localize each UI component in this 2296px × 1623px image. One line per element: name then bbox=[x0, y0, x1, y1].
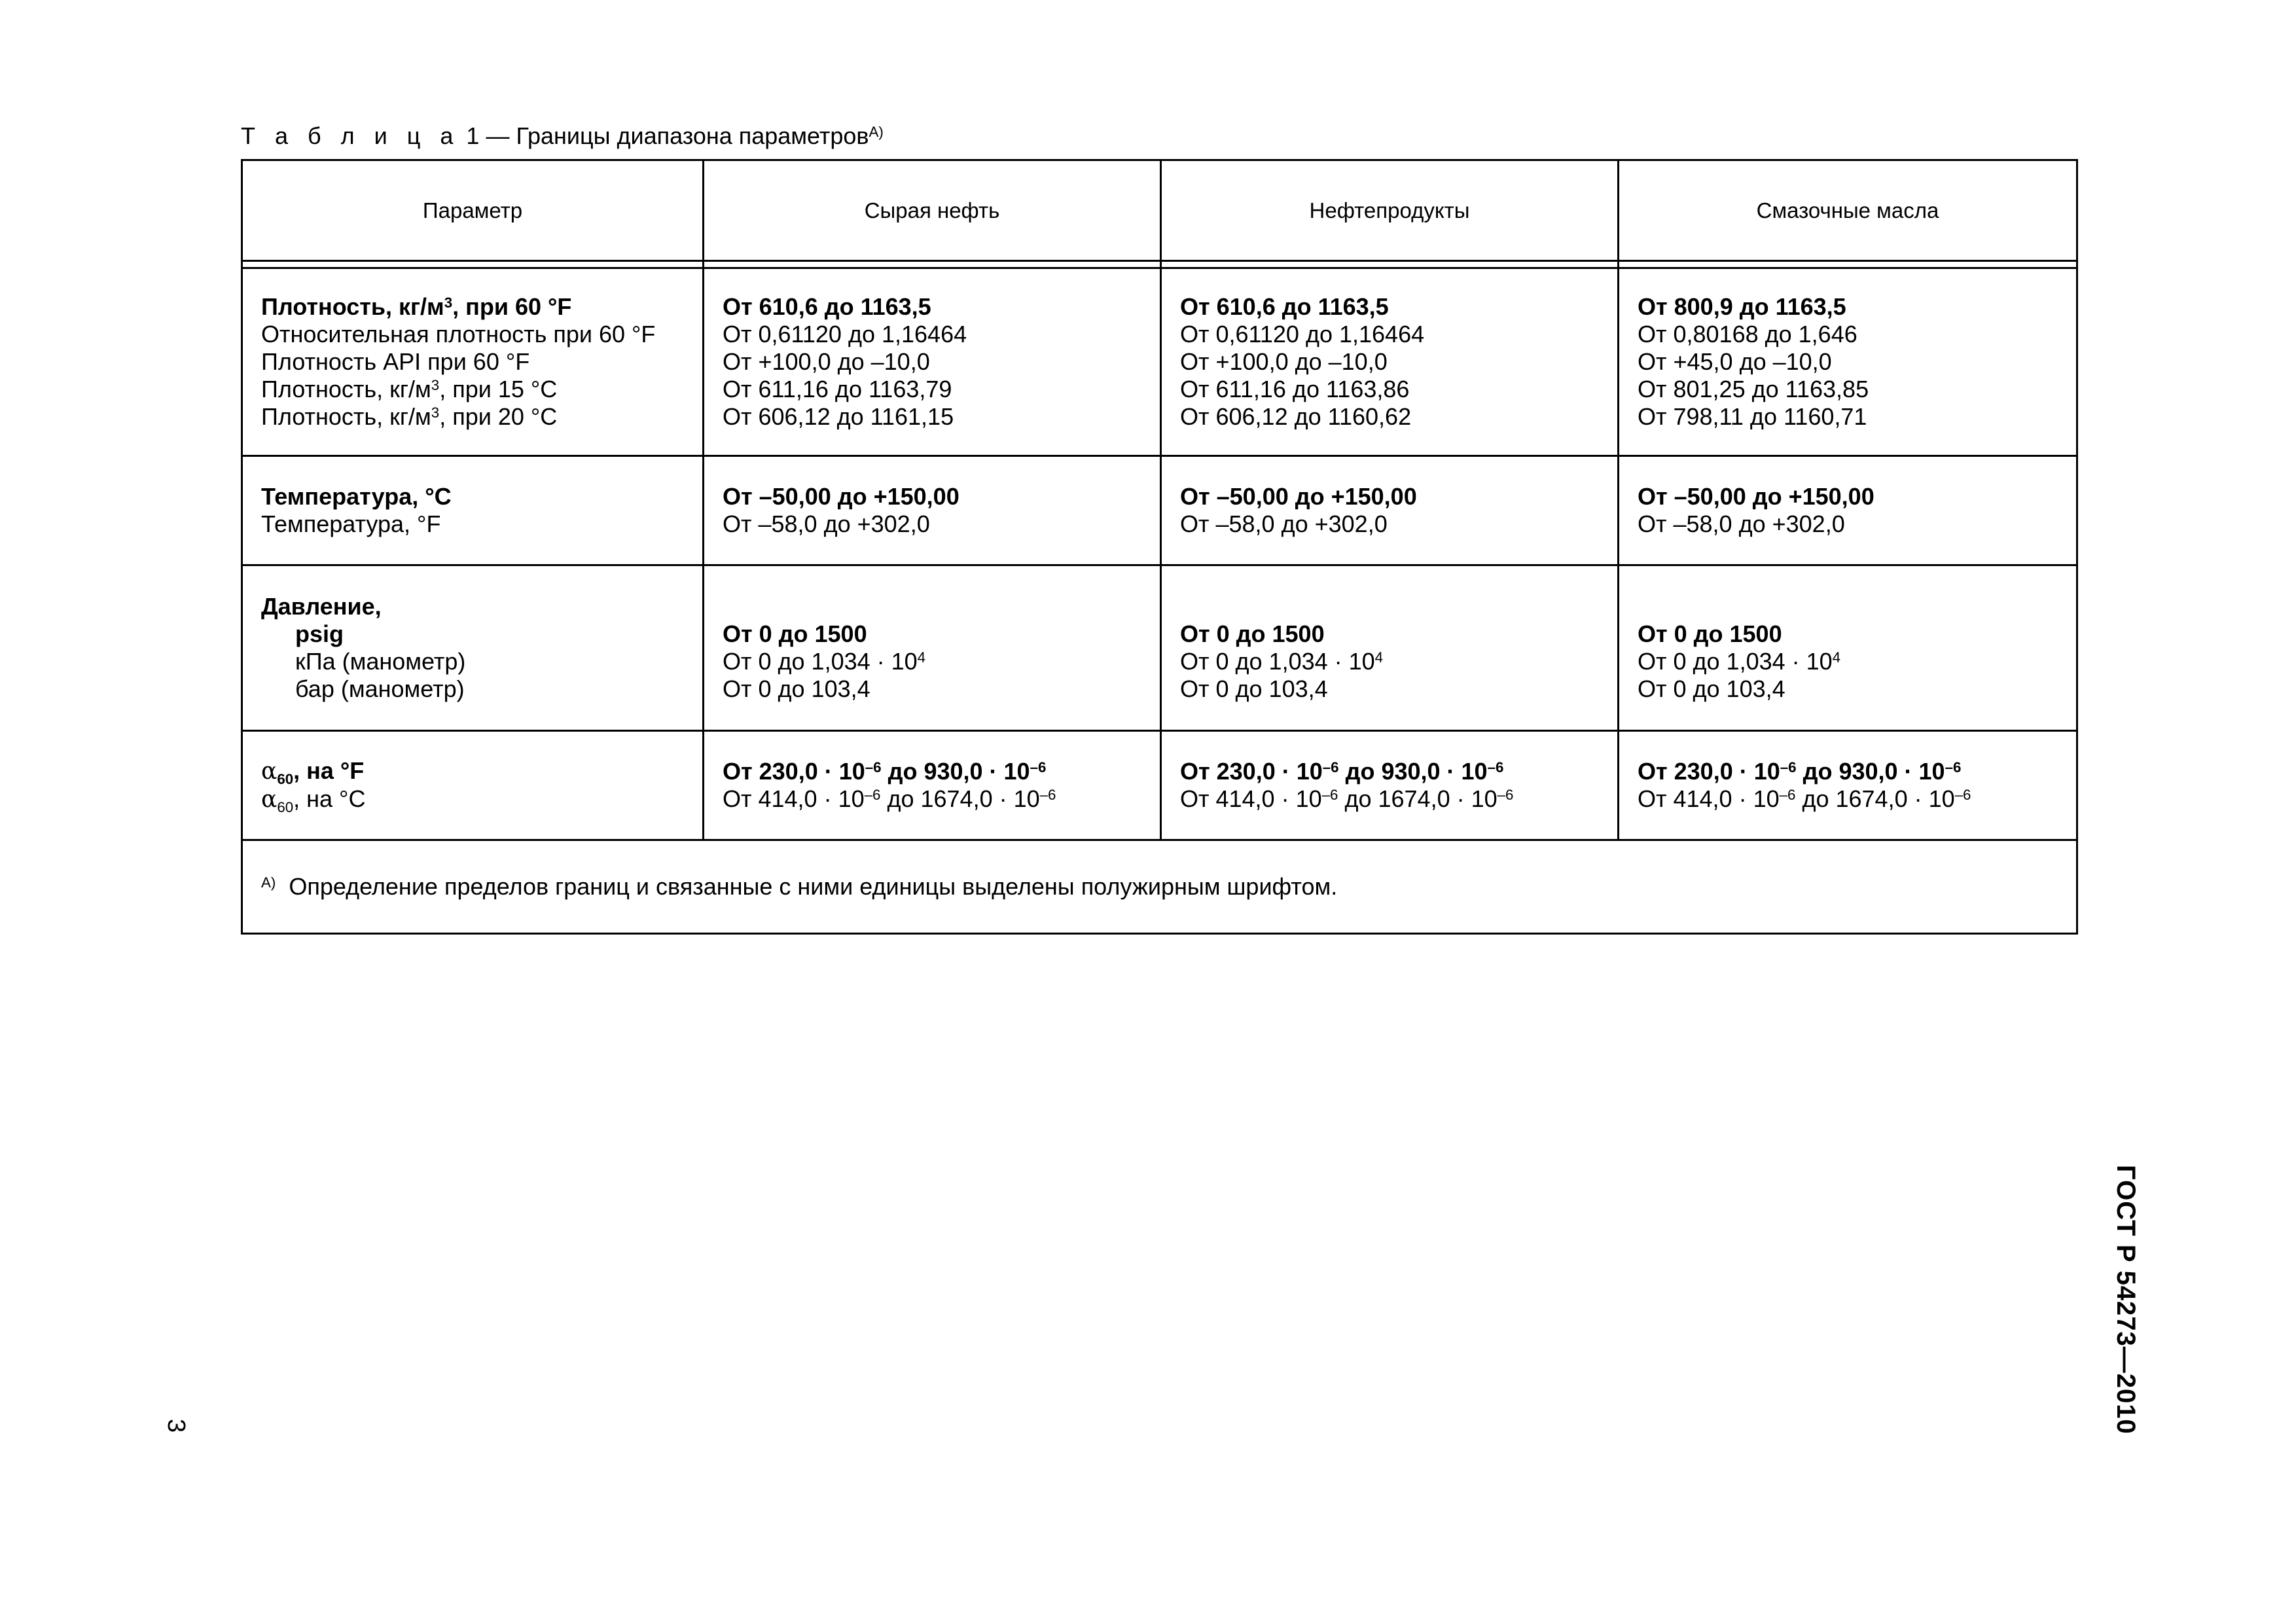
header-oil-products: Нефтепродукты bbox=[1161, 160, 1619, 261]
crude-cell-temperature: От –50,00 до +150,00 От –58,0 до +302,0 bbox=[704, 456, 1161, 565]
param-cell-density: Плотность, $кг/м^3$, при 60 °F Относительная плотность при 60 °F Плотность API при 60 °F Плотность, $кг/м^3$, при 15 °C Плотность, $кг/м^3$, при 20 °C bbox=[242, 268, 704, 456]
caption-footnote-mark: A) bbox=[869, 123, 884, 140]
lube-cell-alpha: От $230,0 \cdot 10^{-6}$ до $930,0 \cdot 10^{-6}$ От $414,0 \cdot 10^{-6}$ до $1674,0 \cdot 10^{-6}$ bbox=[1619, 731, 2077, 840]
table-caption bbox=[241, 122, 884, 151]
table-row-temperature bbox=[242, 456, 2077, 565]
param-cell-temperature: Температура, °C Температура, °F bbox=[242, 456, 704, 565]
table-row-pressure bbox=[242, 565, 2077, 731]
products-cell-temperature: От –50,00 до +150,00 От –58,0 до +302,0 bbox=[1161, 456, 1619, 565]
table-row-alpha bbox=[242, 731, 2077, 840]
products-cell-density: От 610,6 до 1163,5 От 0,61120 до 1,16464 От +100,0 до –10,0 От 611,16 до 1163,86 От 606,12 до 1160,62 bbox=[1161, 268, 1619, 456]
header-lube-oils: Смазочные масла bbox=[1619, 160, 2077, 261]
lube-cell-density: От 800,9 до 1163,5 От 0,80168 до 1,646 От +45,0 до –10,0 От 801,25 до 1163,85 От 798,11 до 1160,71 bbox=[1619, 268, 2077, 456]
page-number: 3 bbox=[162, 1419, 190, 1433]
products-cell-alpha: От $230,0 \cdot 10^{-6}$ до $930,0 \cdot 10^{-6}$ От $414,0 \cdot 10^{-6}$ до $1674,0 \cdot 10^{-6}$ bbox=[1161, 731, 1619, 840]
lube-cell-temperature: От –50,00 до +150,00 От –58,0 до +302,0 bbox=[1619, 456, 2077, 565]
header-crude-oil: Сырая нефть bbox=[704, 160, 1161, 261]
products-cell-pressure: От 0 до 1500 От 0 до $1,034 \cdot 10^4$ От 0 до 103,4 bbox=[1161, 565, 1619, 731]
standard-id: ГОСТ Р 54273—2010 bbox=[2111, 1165, 2140, 1435]
table-row-footnote bbox=[242, 840, 2077, 934]
footnote-cell bbox=[242, 840, 2077, 934]
footnote-text: Определение пределов границ и связанные с ними единицы выделены полужирным шрифтом. bbox=[289, 873, 1338, 900]
footnote-mark: A) bbox=[261, 874, 276, 891]
parameters-table bbox=[241, 159, 2078, 935]
caption-text: — Границы диапазона параметров bbox=[486, 122, 869, 149]
header-separator bbox=[242, 261, 2077, 268]
header-row bbox=[242, 160, 2077, 261]
crude-cell-alpha: От $230,0 \cdot 10^{-6}$ до $930,0 \cdot 10^{-6}$ От $414,0 \cdot 10^{-6}$ до $1674,0 \cdot 10^{-6}$ bbox=[704, 731, 1161, 840]
crude-cell-pressure: От 0 до 1500 От 0 до $1,034 \cdot 10^4$ От 0 до 103,4 bbox=[704, 565, 1161, 731]
param-cell-pressure: Давление, psig кПа (манометр) бар (манометр) bbox=[242, 565, 704, 731]
crude-cell-density: От 610,6 до 1163,5 От 0,61120 до 1,16464 От +100,0 до –10,0 От 611,16 до 1163,79 От 606,12 до 1161,15 bbox=[704, 268, 1161, 456]
header-parameter: Параметр bbox=[242, 160, 704, 261]
table-row-density bbox=[242, 268, 2077, 456]
lube-cell-pressure: От 0 до 1500 От 0 до $1,034 \cdot 10^4$ От 0 до 103,4 bbox=[1619, 565, 2077, 731]
caption-number: 1 bbox=[466, 122, 480, 149]
caption-prefix: Т а б л и ц а bbox=[241, 122, 460, 149]
param-cell-alpha: $\alpha_{60}$, на °F $\alpha_{60}$, на °C bbox=[242, 731, 704, 840]
